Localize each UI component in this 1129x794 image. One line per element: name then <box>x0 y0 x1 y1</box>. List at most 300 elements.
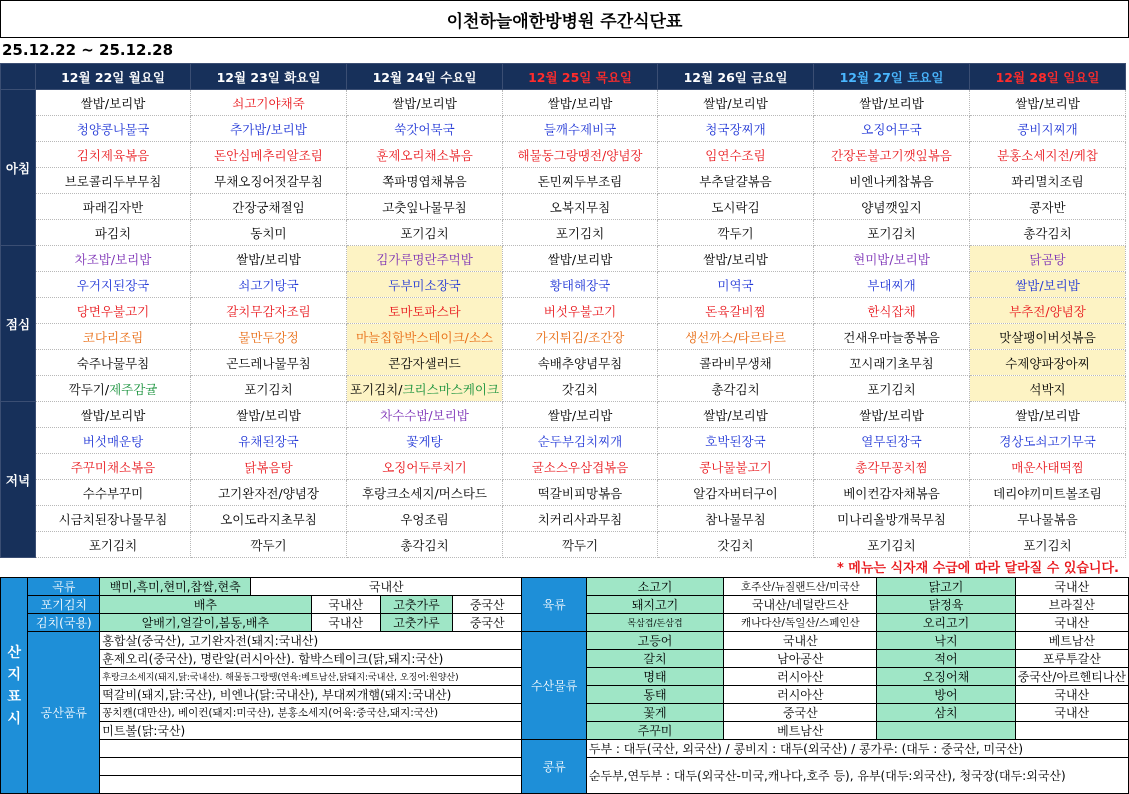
menu-cell <box>191 506 347 532</box>
kimchi-domestic-a-origin: 국내산 <box>311 614 380 632</box>
dish-name: 파래김자반 <box>82 199 144 215</box>
menu-cell <box>191 532 347 558</box>
dish-name: 포기김치/ <box>349 381 403 397</box>
menu-cell <box>36 480 191 506</box>
menu-cell <box>970 116 1126 142</box>
menu-cell <box>347 402 503 428</box>
dish-name: 열무된장국 <box>861 433 922 449</box>
dish-name: 굴소스우삼겹볶음 <box>531 459 629 475</box>
dish-name: 알감자버터구이 <box>693 485 778 501</box>
meat-a-1: 돼지고기 <box>586 596 723 614</box>
menu-cell <box>36 506 191 532</box>
menu-row <box>1 454 1126 480</box>
menu-cell <box>814 142 970 168</box>
seafood-label: 수산물류 <box>522 632 586 740</box>
menu-cell <box>347 350 503 376</box>
day-header-0: 12월 22일 월요일 <box>36 64 191 90</box>
menu-cell <box>503 272 658 298</box>
menu-cell <box>970 350 1126 376</box>
dish-name: 닭볶음탕 <box>244 459 293 475</box>
menu-cell <box>503 376 658 402</box>
menu-cell <box>191 376 347 402</box>
dish-name: 청국장찌개 <box>705 121 766 137</box>
processed-label: 공산품류 <box>28 632 100 794</box>
processed-blank-0 <box>100 740 522 758</box>
menu-cell <box>191 142 347 168</box>
dish-name: 브로콜리두부무침 <box>64 173 162 189</box>
dish-name: 물만두강정 <box>238 329 299 345</box>
dish-name: 콩비지찌개 <box>1017 121 1078 137</box>
menu-cell <box>814 116 970 142</box>
menu-cell <box>347 272 503 298</box>
dish-name: 쌀밥/보리밥 <box>547 95 613 111</box>
menu-cell <box>347 142 503 168</box>
day-header-2: 12월 24일 수요일 <box>347 64 503 90</box>
dish-name: 해물동그랑땡전/양념장 <box>517 147 643 163</box>
menu-cell <box>814 532 970 558</box>
dish-name: 깍두기/ <box>68 381 110 397</box>
dish-name: 곤드레나물무침 <box>226 355 311 371</box>
seafood-a-origin-4: 중국산 <box>724 704 877 722</box>
dish-name: 포기김치 <box>88 537 138 553</box>
dish-name: 임연수조림 <box>705 147 766 163</box>
dish-name: 쌀밥/보리밥 <box>547 251 613 267</box>
menu-row <box>1 350 1126 376</box>
menu-cell <box>36 324 191 350</box>
weekly-menu-table <box>0 63 1126 558</box>
menu-cell <box>970 402 1126 428</box>
menu-cell <box>814 272 970 298</box>
menu-row <box>1 324 1126 350</box>
dish-name: 양념깻잎지 <box>861 199 922 215</box>
menu-row <box>1 220 1126 246</box>
dish-name: 시금치된장나물무침 <box>58 511 168 527</box>
dish-name: 청양콩나물국 <box>76 121 150 137</box>
dish-name: 훈제오리채소볶음 <box>376 147 473 163</box>
menu-cell <box>503 142 658 168</box>
seafood-b-3: 방어 <box>877 686 1015 704</box>
kimchi-domestic-label: 김치(국용) <box>28 614 100 632</box>
dish-name: 깍두기 <box>250 537 287 553</box>
origin-side-text: 산 지 표 시 <box>7 644 21 727</box>
dish-name: 깍두기 <box>561 537 599 553</box>
dish-name: 동치미 <box>250 225 287 241</box>
seafood-a-1: 갈치 <box>586 650 723 668</box>
menu-cell <box>36 350 191 376</box>
dish-name: 총각김치 <box>1023 225 1072 241</box>
menu-cell <box>36 116 191 142</box>
menu-cell <box>814 480 970 506</box>
beans-line-1: 순두부,연두부 : 대두(외국산-미국,캐나다,호주 등), 유부(대두:외국산), 청국장(대두:외국산) <box>586 758 1128 794</box>
menu-cell <box>658 428 814 454</box>
menu-cell <box>970 324 1126 350</box>
grain-items: 백미,흑미,현미,찹쌀,현축 <box>100 578 251 596</box>
dish-name: 고춧잎나물무침 <box>382 199 467 215</box>
menu-cell <box>36 220 191 246</box>
menu-cell <box>658 402 814 428</box>
meat-a-origin-2: 캐나다산/독일산/스페인산 <box>724 614 877 632</box>
menu-cell <box>970 480 1126 506</box>
seafood-b-1: 적어 <box>877 650 1015 668</box>
dish-name: 코다리조림 <box>82 329 144 345</box>
dish-name: 총각김치 <box>400 537 449 553</box>
dish-name: 쌀밥/보리밥 <box>80 407 146 423</box>
dish-name: 추가밥/보리밥 <box>230 121 307 137</box>
menu-cell <box>503 246 658 272</box>
meat-a-origin-1: 국내산/네덜란드산 <box>724 596 877 614</box>
dish-name: 돈민찌두부조림 <box>537 173 623 189</box>
meat-a-2: 목삼겹/돈삼겹 <box>586 614 723 632</box>
menu-cell <box>658 532 814 558</box>
meal-label-0: 아침 <box>1 90 36 246</box>
dish-name: 도시락김 <box>711 199 760 215</box>
day-header-5: 12월 27일 토요일 <box>814 64 970 90</box>
meal-label-1: 점심 <box>1 246 36 402</box>
dish-name: 돈육갈비찜 <box>705 303 766 319</box>
menu-cell <box>658 454 814 480</box>
dish-name: 간장돈불고기깻잎볶음 <box>831 147 952 163</box>
seafood-b-origin-3: 국내산 <box>1015 686 1128 704</box>
menu-cell <box>814 350 970 376</box>
menu-cell <box>814 506 970 532</box>
menu-cell <box>970 272 1126 298</box>
menu-cell <box>814 220 970 246</box>
dish-name: 수수부꾸미 <box>82 485 144 501</box>
dish-name: 황태해장국 <box>549 277 611 293</box>
kimchi-domestic-a: 알배기,얼갈이,봄동,배추 <box>100 614 311 632</box>
menu-cell <box>970 454 1126 480</box>
menu-cell <box>970 428 1126 454</box>
dish-name: 포기김치 <box>400 225 449 241</box>
dish-name: 돈안심메추리알조림 <box>214 147 323 163</box>
dish-name: 갓김치 <box>561 381 599 397</box>
menu-row <box>1 376 1126 402</box>
menu-cell <box>503 168 658 194</box>
menu-row <box>1 402 1126 428</box>
menu-cell <box>814 168 970 194</box>
dish-name: 쌀밥/보리밥 <box>236 407 301 423</box>
menu-cell <box>503 428 658 454</box>
menu-cell <box>970 220 1126 246</box>
meat-a-origin-0: 호주산/뉴질랜드산/미국산 <box>724 578 877 596</box>
kimchi-whole-a-origin: 국내산 <box>311 596 380 614</box>
dish-name: 쌀밥/보리밥 <box>1015 95 1080 111</box>
dish-name: 쌀밥/보리밥 <box>1015 407 1080 423</box>
dish-name: 파김치 <box>94 225 132 241</box>
dish-name: 포기김치 <box>867 225 916 241</box>
menu-row <box>1 116 1126 142</box>
meat-b-origin-1: 브라질산 <box>1015 596 1128 614</box>
dish-name: 우엉조림 <box>400 511 449 527</box>
dish-extra: 크리스마스케이크 <box>402 381 500 397</box>
dish-name: 포기김치 <box>867 381 916 397</box>
menu-cell <box>658 116 814 142</box>
menu-row <box>1 272 1126 298</box>
meat-b-origin-2: 국내산 <box>1015 614 1128 632</box>
menu-cell <box>191 168 347 194</box>
dish-name: 데리야끼미트볼조림 <box>993 485 1102 501</box>
dish-name: 현미밥/보리밥 <box>853 251 930 267</box>
menu-body <box>1 90 1126 558</box>
day-header-1: 12월 23일 화요일 <box>191 64 347 90</box>
menu-row <box>1 298 1126 324</box>
menu-cell <box>970 246 1126 272</box>
menu-cell <box>36 454 191 480</box>
kimchi-whole-a: 배추 <box>100 596 311 614</box>
menu-cell <box>347 454 503 480</box>
menu-cell <box>503 220 658 246</box>
kimchi-domestic-b: 고춧가루 <box>380 614 452 632</box>
menu-cell <box>191 428 347 454</box>
menu-cell <box>36 246 191 272</box>
dish-name: 꼬시래기초무침 <box>849 355 934 371</box>
menu-cell <box>191 298 347 324</box>
menu-cell <box>814 298 970 324</box>
processed-blank-2 <box>100 776 522 794</box>
dish-name: 쌀밥/보리밥 <box>392 95 457 111</box>
dish-name: 미나리올방개묵무침 <box>837 511 946 527</box>
dish-name: 차조밥/보리밥 <box>74 251 152 267</box>
day-header-4: 12월 26일 금요일 <box>658 64 814 90</box>
grain-label: 곡류 <box>28 578 100 596</box>
dish-name: 생선까스/타르타르 <box>685 329 786 345</box>
origin-table <box>0 577 1129 794</box>
menu-row <box>1 428 1126 454</box>
menu-cell <box>970 532 1126 558</box>
menu-cell <box>36 142 191 168</box>
dish-name: 주꾸미채소볶음 <box>70 459 156 475</box>
menu-cell <box>36 428 191 454</box>
dish-name: 콩나물불고기 <box>699 459 772 475</box>
dish-name: 석박지 <box>1029 381 1066 397</box>
dish-extra: 제주감귤 <box>109 381 158 397</box>
dish-name: 포기김치 <box>555 225 605 241</box>
dish-name: 쇠고기야채죽 <box>232 95 305 111</box>
menu-cell <box>503 506 658 532</box>
menu-cell <box>347 90 503 116</box>
menu-cell <box>191 246 347 272</box>
dish-name: 쌀밥/보리밥 <box>859 95 924 111</box>
meal-label-2: 저녁 <box>1 402 36 558</box>
seafood-b-origin-4: 국내산 <box>1015 704 1128 722</box>
processed-line-4: 꽁치캔(대만산), 베이컨(돼지:미국산), 분홍소세지(어육:중국산,돼지:국산) <box>100 704 522 722</box>
meat-b-0: 닭고기 <box>877 578 1015 596</box>
menu-cell <box>347 194 503 220</box>
seafood-b-origin-5 <box>1015 722 1128 740</box>
seafood-a-4: 꽃게 <box>586 704 723 722</box>
menu-row <box>1 168 1126 194</box>
page-title: 이천하늘애한방병원 주간식단표 <box>0 0 1129 38</box>
menu-cell <box>658 350 814 376</box>
dish-name: 한식잡채 <box>867 303 916 319</box>
dish-name: 쌀밥/보리밥 <box>703 407 768 423</box>
grain-origin: 국내산 <box>251 578 522 596</box>
menu-cell <box>503 480 658 506</box>
kimchi-whole-b: 고춧가루 <box>380 596 452 614</box>
menu-cell <box>814 90 970 116</box>
seafood-a-0: 고등어 <box>586 632 723 650</box>
seafood-a-5: 주꾸미 <box>586 722 723 740</box>
processed-line-1: 훈제오리(중국산), 명란알(러시아산). 함박스테이크(닭,돼지:국산) <box>100 650 522 668</box>
origin-row-10 <box>1 740 1129 758</box>
menu-row <box>1 194 1126 220</box>
menu-cell <box>36 168 191 194</box>
menu-row <box>1 480 1126 506</box>
dish-name: 치커리사과무침 <box>537 511 623 527</box>
menu-cell <box>503 298 658 324</box>
menu-cell <box>658 142 814 168</box>
menu-cell <box>36 298 191 324</box>
dish-name: 경상도쇠고기무국 <box>999 433 1096 449</box>
seafood-a-origin-5: 베트남산 <box>724 722 877 740</box>
menu-cell <box>503 324 658 350</box>
menu-cell <box>814 246 970 272</box>
menu-cell <box>814 402 970 428</box>
seafood-a-origin-2: 러시아산 <box>724 668 877 686</box>
processed-line-3: 떡갈비(돼지,닭:국산), 비엔나(닭:국내산), 부대찌개햄(돼지:국내산) <box>100 686 522 704</box>
dish-name: 포기김치 <box>867 537 916 553</box>
dish-name: 당면우불고기 <box>76 303 150 319</box>
menu-cell <box>658 506 814 532</box>
dish-name: 쌀밥/보리밥 <box>547 407 613 423</box>
menu-cell <box>191 454 347 480</box>
menu-cell <box>970 168 1126 194</box>
seafood-a-origin-0: 국내산 <box>724 632 877 650</box>
dish-name: 차수수밥/보리밥 <box>380 407 469 423</box>
dish-name: 미역국 <box>717 277 754 293</box>
menu-cell <box>347 428 503 454</box>
menu-cell <box>814 376 970 402</box>
seafood-b-0: 낙지 <box>877 632 1015 650</box>
dish-name: 부추전/양념장 <box>1009 303 1086 319</box>
menu-cell <box>503 194 658 220</box>
day-header-3: 12월 25일 목요일 <box>503 64 658 90</box>
dish-name: 오복지무침 <box>549 199 611 215</box>
origin-side-label <box>1 578 28 794</box>
dish-name: 들깨수제비국 <box>543 121 617 137</box>
menu-row <box>1 142 1126 168</box>
dish-name: 쇠고기탕국 <box>238 277 299 293</box>
kimchi-domestic-b-origin: 중국산 <box>453 614 522 632</box>
seafood-a-origin-3: 러시아산 <box>724 686 877 704</box>
menu-cell <box>191 402 347 428</box>
dish-name: 쌀밥/보리밥 <box>703 251 768 267</box>
menu-row <box>1 246 1126 272</box>
origin-row-4 <box>1 632 1129 650</box>
meat-label: 육류 <box>522 578 586 632</box>
menu-cell <box>503 402 658 428</box>
menu-cell <box>503 116 658 142</box>
seafood-b-origin-2: 중국산/아르헨티나산 <box>1015 668 1128 686</box>
menu-cell <box>814 194 970 220</box>
dish-name: 버섯우불고기 <box>543 303 617 319</box>
menu-cell <box>347 246 503 272</box>
menu-cell <box>970 142 1126 168</box>
seafood-b-origin-1: 포루투갈산 <box>1015 650 1128 668</box>
dish-name: 포기김치 <box>244 381 293 397</box>
dish-name: 순두부김치찌개 <box>537 433 623 449</box>
menu-cell <box>36 532 191 558</box>
dish-name: 맛살팽이버섯볶음 <box>999 329 1096 345</box>
dish-name: 쑥갓어묵국 <box>394 121 455 137</box>
menu-row <box>1 506 1126 532</box>
menu-cell <box>658 324 814 350</box>
menu-cell <box>658 272 814 298</box>
day-header-6: 12월 28일 일요일 <box>970 64 1126 90</box>
processed-line-0: 홍합살(중국산), 고기완자전(돼지:국내산) <box>100 632 522 650</box>
dish-name: 분홍소세지전/케찹 <box>997 147 1098 163</box>
kimchi-whole-b-origin: 중국산 <box>453 596 522 614</box>
menu-cell <box>658 246 814 272</box>
dish-name: 참나물무침 <box>705 511 766 527</box>
dish-name: 유채된장국 <box>238 433 299 449</box>
dish-name: 비엔나케찹볶음 <box>849 173 934 189</box>
menu-cell <box>191 90 347 116</box>
dish-name: 포기김치 <box>1023 537 1072 553</box>
menu-cell <box>191 480 347 506</box>
menu-cell <box>347 376 503 402</box>
menu-cell <box>970 194 1126 220</box>
menu-cell <box>503 350 658 376</box>
dish-name: 떡갈비피망볶음 <box>537 485 623 501</box>
dish-name: 후랑크소세지/머스타드 <box>362 485 487 501</box>
menu-period: 25.12.22 ~ 25.12.28 <box>2 41 174 59</box>
seafood-a-2: 명태 <box>586 668 723 686</box>
dish-name: 쌀밥/보리밥 <box>236 251 301 267</box>
dish-name: 마늘칩함박스테이크/소스 <box>355 329 494 345</box>
seafood-b-origin-0: 베트남산 <box>1015 632 1128 650</box>
menu-cell <box>658 90 814 116</box>
dish-name: 쪽파명엽채볶음 <box>382 173 467 189</box>
dish-name: 오징어무국 <box>861 121 922 137</box>
seafood-a-origin-1: 남아공산 <box>724 650 877 668</box>
dish-name: 건새우마늘쫑볶음 <box>843 329 940 345</box>
menu-cell <box>191 194 347 220</box>
menu-cell <box>658 220 814 246</box>
dish-name: 총각김치 <box>711 381 760 397</box>
dish-name: 매운사태떡찜 <box>1011 459 1084 475</box>
dish-name: 토마토파스타 <box>388 303 461 319</box>
menu-cell <box>191 324 347 350</box>
dish-name: 부대찌개 <box>867 277 916 293</box>
processed-line-5: 미트볼(닭:국산) <box>100 722 522 740</box>
menu-cell <box>503 532 658 558</box>
menu-cell <box>347 506 503 532</box>
menu-cell <box>503 454 658 480</box>
dish-name: 총각무꽁치찜 <box>855 459 928 475</box>
dish-name: 콜라비무생채 <box>699 355 772 371</box>
dish-name: 오이도라지초무침 <box>220 511 317 527</box>
menu-cell <box>970 506 1126 532</box>
meat-a-0: 소고기 <box>586 578 723 596</box>
menu-cell <box>36 272 191 298</box>
dish-name: 우거지된장국 <box>76 277 150 293</box>
dish-name: 고기완자전/양념장 <box>218 485 319 501</box>
dish-name: 꽃게탕 <box>406 433 443 449</box>
menu-cell <box>347 220 503 246</box>
menu-cell <box>191 350 347 376</box>
dish-name: 숙주나물무침 <box>76 355 150 371</box>
meat-b-2: 오리고기 <box>877 614 1015 632</box>
seafood-a-3: 동태 <box>586 686 723 704</box>
menu-cell <box>347 298 503 324</box>
dish-name: 무채오징어젓갈무침 <box>214 173 323 189</box>
beans-line-0: 두부 : 대두(국산, 외국산) / 콩비지 : 대두(외국산) / 콩가루: (대두 : 중국산, 미국산) <box>586 740 1128 758</box>
menu-cell <box>191 116 347 142</box>
menu-cell <box>36 402 191 428</box>
dish-name: 쌀밥/보리밥 <box>859 407 924 423</box>
origin-row-1 <box>1 578 1129 596</box>
